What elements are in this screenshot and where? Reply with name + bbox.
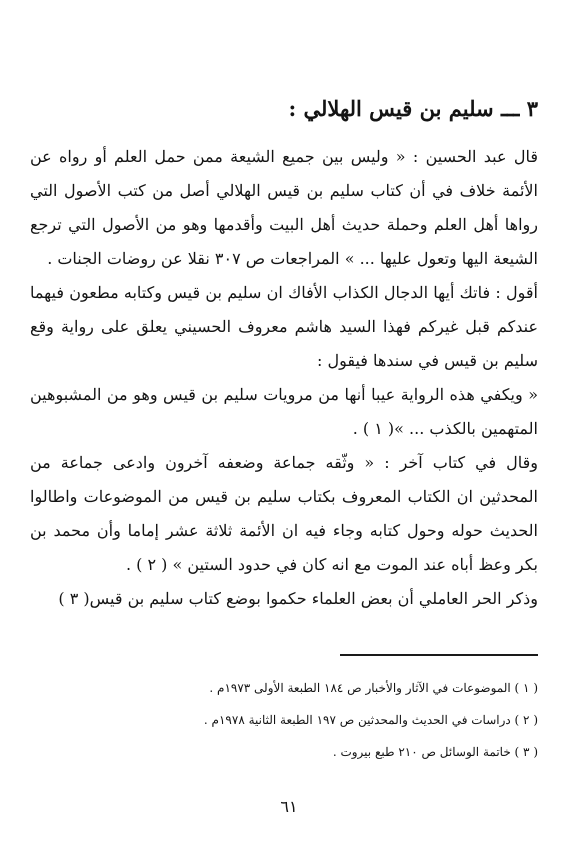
footnote-3: ( ٣ ) خاتمة الوسائل ص ٢١٠ طبع بيروت . bbox=[332, 745, 538, 759]
footnote-separator bbox=[340, 654, 538, 656]
page-number: ٦١ bbox=[280, 797, 298, 816]
paragraph-quote-abdulhussein: قال عبد الحسين : « وليس بين جميع الشيعة ممن حمل العلم أو رواه عن الأئمة خلاف في أن كتاب سليم بن قيس الهلالي أصل من كتب الأصول التي رواها أهل العلم وحملة حديث أهل البيت وأقدمها وهو من الأصول التي ترجع الشيعة اليها وتعول عليها ... » المراجعات ص ٣٠٧ نقلا عن روضات الجنات . bbox=[30, 147, 538, 268]
paragraph-another-book: وقال في كتاب آخر : « وثّقه جماعة وضعفه آخرون وادعى جماعة من المحدثين ان الكتاب المعروف بكتاب سليم بن قيس من الموضوعات واطالوا الحديث حوله وحول كتابه وجاء فيه ان الأئمة ثلاثة عشر إماما وأن محمد بن بكر وعظ أباه عند الموت مع انه كان في حدود الستين » ( ٢ ) . bbox=[30, 453, 538, 574]
footnote-2: ( ٢ ) دراسات في الحديث والمحدثين ص ١٩٧ الطبعة الثانية ١٩٧٨م . bbox=[203, 713, 538, 727]
footnote-1: ( ١ ) الموضوعات في الآثار والأخبار ص ١٨٤ الطبعة الأولى ١٩٧٣م . bbox=[209, 681, 538, 695]
paragraph-hashim-quote: « ويكفي هذه الرواية عيبا أنها من مرويات سليم بن قيس وهو من المشبوهين المتهمين بالكذب ... »( ١ ) . bbox=[30, 385, 538, 438]
section-heading: ٣ ـــ سليم بن قيس الهلالي : bbox=[288, 96, 538, 122]
body-text bbox=[30, 140, 538, 616]
paragraph-hurr-amili: وذكر الحر العاملي أن بعض العلماء حكموا بوضع كتاب سليم بن قيس( ٣ ) bbox=[58, 589, 538, 608]
footnotes bbox=[30, 672, 538, 768]
paragraph-reply: أقول : فاتك أيها الدجال الكذاب الأفاك ان سليم بن قيس وكتابه مطعون فيهما عندكم قبل غيركم فهذا السيد هاشم معروف الحسيني يعلق على رواية وقع سليم بن قيس في سندها فيقول : bbox=[30, 283, 538, 370]
